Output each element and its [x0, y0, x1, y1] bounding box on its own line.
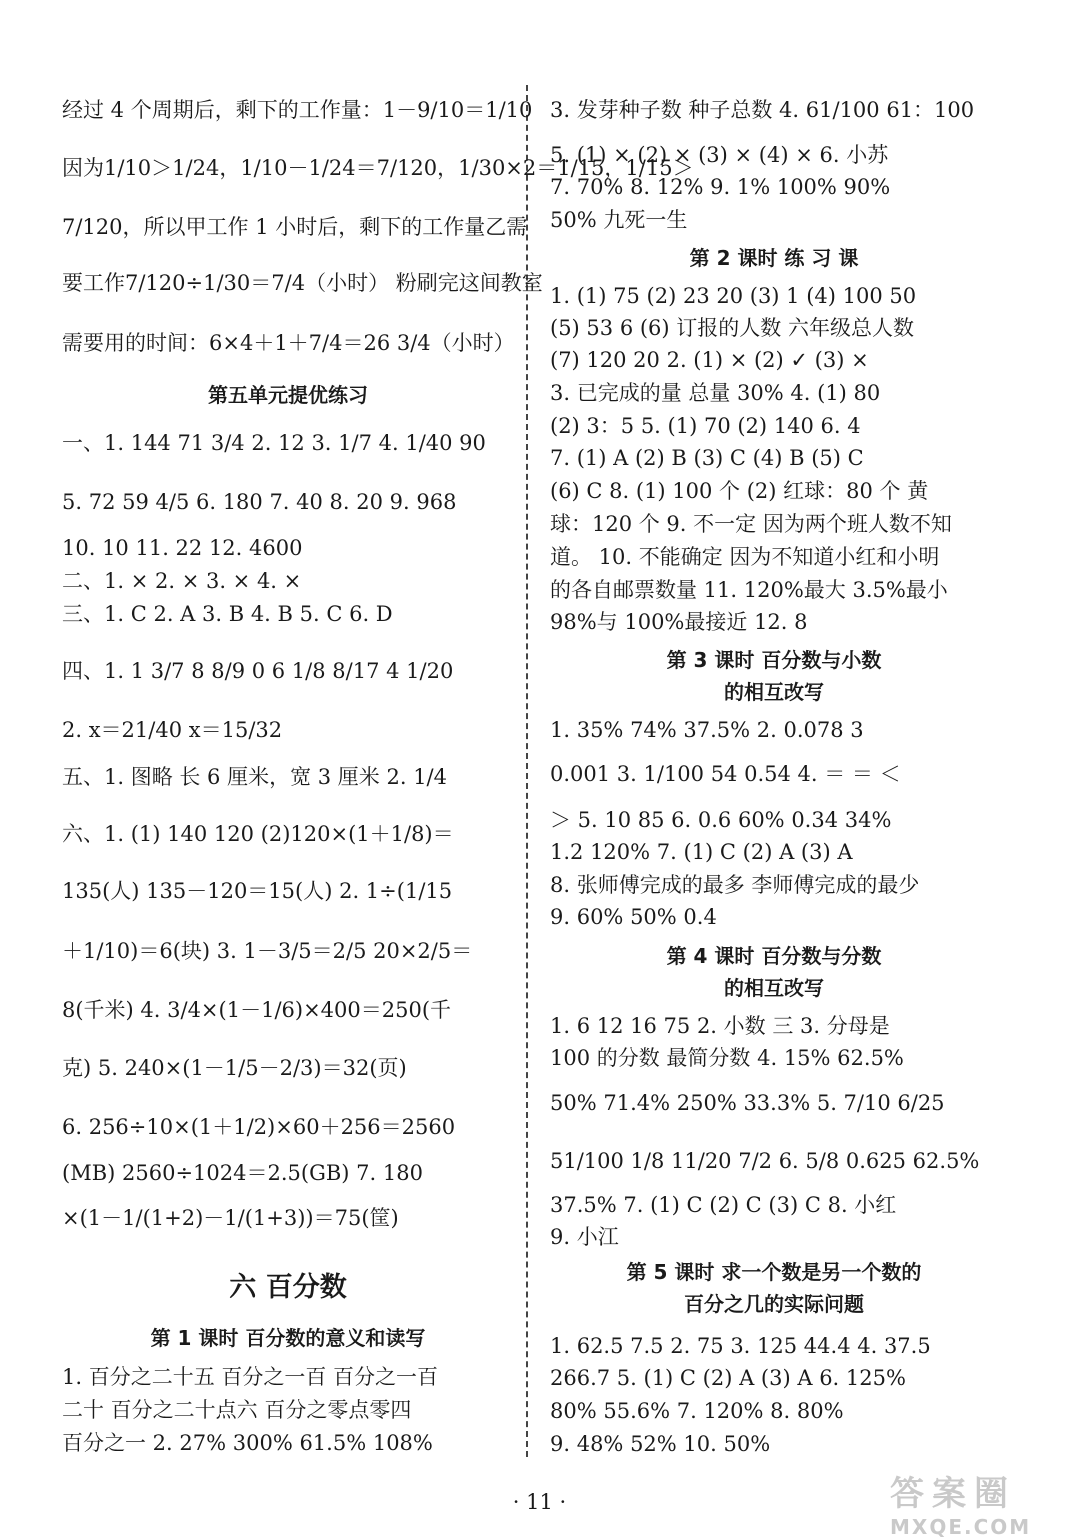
answer-line: 51/100 1/8 11/20 7/2 6. 5/8 0.625 62.5% — [550, 1149, 980, 1173]
text-line: 因为1/10＞1/24，1/10－1/24＝7/120，1/30×2＝1/15，1/15＞ — [62, 156, 694, 180]
answer-line: 1. 35% 74% 37.5% 2. 0.078 3 — [550, 718, 864, 742]
lesson-title: 第 3 课时 百分数与小数 — [666, 648, 882, 672]
answer-line: 100 的分数 最简分数 4. 15% 62.5% — [550, 1046, 904, 1070]
answer-line: 0.001 3. 1/100 54 0.54 4. ＝ ＝ ＜ — [550, 762, 901, 786]
answer-line: 98%与 100%最接近 12. 8 — [550, 610, 808, 634]
watermark-text: 答案圈 — [890, 1474, 1016, 1514]
answer-line: ＋1/10)＝6(块) 3. 1－3/5＝2/5 20×2/5＝ — [62, 939, 473, 963]
answer-line: 50% 71.4% 250% 33.3% 5. 7/10 6/25 — [550, 1091, 945, 1115]
unit-title: 六 百分数 — [229, 1272, 347, 1303]
text-line: 经过 4 个周期后，剩下的工作量：1－9/10＝1/10 — [62, 98, 533, 122]
watermark-url: MXQE.COM — [890, 1515, 1032, 1539]
page-number: · 11 · — [512, 1490, 567, 1514]
text-line: 要工作7/120÷1/30＝7/4（小时） 粉刷完这间教室 — [62, 271, 543, 295]
answer-line: 2. x＝21/40 x＝15/32 — [62, 718, 283, 742]
answer-line: ×(1－1/(1+2)－1/(1+3))＝75(筐) — [62, 1206, 399, 1230]
answer-line: (MB) 2560÷1024＝2.5(GB) 7. 180 — [62, 1161, 423, 1185]
answer-line: 克) 5. 240×(1－1/5－2/3)＝32(页) — [62, 1056, 407, 1080]
answer-line: 10. 10 11. 22 12. 4600 — [62, 536, 303, 560]
answer-line: 5. 72 59 4/5 6. 180 7. 40 8. 20 9. 968 — [62, 490, 457, 514]
answer-line: 7. (1) A (2) B (3) C (4) B (5) C — [550, 446, 864, 470]
text-line: 需要用的时间：6×4＋1＋7/4＝26 3/4（小时） — [62, 331, 515, 355]
answer-line: 8. 张师傅完成的最多 李师傅完成的最少 — [550, 873, 920, 897]
answer-line: 道。 10. 不能确定 因为不知道小红和小明 — [550, 545, 940, 569]
lesson-title: 第 2 课时 练 习 课 — [689, 246, 859, 270]
answer-line: (2) 3：5 5. (1) 70 (2) 140 6. 4 — [550, 414, 861, 438]
answer-line: 6. 256÷10×(1＋1/2)×60＋256＝2560 — [62, 1115, 456, 1139]
answer-line: (7) 120 20 2. (1) × (2) ✓ (3) × — [550, 348, 869, 372]
answer-line: (6) C 8. (1) 100 个 (2) 红球：80 个 黄 — [550, 479, 929, 503]
answer-line: 二十 百分之二十点六 百分之零点零四 — [62, 1398, 412, 1422]
lesson-title: 第 5 课时 求一个数是另一个数的 — [626, 1260, 922, 1284]
answer-line: 五、1. 图略 长 6 厘米，宽 3 厘米 2. 1/4 — [62, 765, 447, 789]
answer-line: 5. (1) × (2) × (3) × (4) × 6. 小苏 — [550, 143, 889, 167]
answer-line: 8(千米) 4. 3/4×(1－1/6)×400＝250(千 — [62, 998, 452, 1022]
answer-line: 3. 已完成的量 总量 30% 4. (1) 80 — [550, 381, 881, 405]
answer-line: 1. 62.5 7.5 2. 75 3. 125 44.4 4. 37.5 — [550, 1334, 931, 1358]
lesson-title: 第 1 课时 百分数的意义和读写 — [150, 1326, 426, 1350]
answer-line: 1. (1) 75 (2) 23 20 (3) 1 (4) 100 50 — [550, 284, 917, 308]
answer-line: 9. 小江 — [550, 1225, 619, 1249]
answer-line: 一、1. 144 71 3/4 2. 12 3. 1/7 4. 1/40 90 — [62, 431, 486, 455]
lesson-subtitle: 百分之几的实际问题 — [684, 1292, 864, 1316]
lesson-subtitle: 的相互改写 — [724, 976, 824, 1000]
answer-line: ＞ 5. 10 85 6. 0.6 60% 0.34 34% — [550, 808, 892, 832]
text-line: 7/120，所以甲工作 1 小时后，剩下的工作量乙需 — [62, 215, 528, 239]
answer-line: 135(人) 135－120＝15(人) 2. 1÷(1/15 — [62, 879, 453, 903]
section-title: 第五单元提优练习 — [208, 383, 368, 407]
answer-line: 266.7 5. (1) C (2) A (3) A 6. 125% — [550, 1366, 906, 1390]
answer-line: 1. 6 12 16 75 2. 小数 三 3. 分母是 — [550, 1014, 890, 1038]
answer-line: 1.2 120% 7. (1) C (2) A (3) A — [550, 840, 853, 864]
answer-line: 1. 百分之二十五 百分之一百 百分之一百 — [62, 1365, 439, 1389]
answer-line: 二、1. × 2. × 3. × 4. × — [62, 569, 302, 593]
lesson-subtitle: 的相互改写 — [724, 680, 824, 704]
answer-line: (5) 53 6 (6) 订报的人数 六年级总人数 — [550, 316, 914, 340]
answer-line: 球：120 个 9. 不一定 因为两个班人数不知 — [550, 512, 952, 536]
watermark-logo — [890, 1466, 1066, 1539]
answer-line: 六、1. (1) 140 120 (2)120×(1＋1/8)＝ — [62, 822, 454, 846]
lesson-title: 第 4 课时 百分数与分数 — [666, 944, 882, 968]
answer-line: 3. 发芽种子数 种子总数 4. 61/100 61：100 — [550, 98, 975, 122]
answer-line: 50% 九死一生 — [550, 208, 688, 232]
answer-line: 9. 60% 50% 0.4 — [550, 905, 717, 929]
answer-line: 三、1. C 2. A 3. B 4. B 5. C 6. D — [62, 602, 393, 626]
answer-line: 80% 55.6% 7. 120% 8. 80% — [550, 1399, 844, 1423]
answer-line: 的各自邮票数量 11. 120%最大 3.5%最小 — [550, 578, 948, 602]
answer-line: 四、1. 1 3/7 8 8/9 0 6 1/8 8/17 4 1/20 — [62, 659, 454, 683]
answer-line: 9. 48% 52% 10. 50% — [550, 1432, 771, 1456]
answer-line: 37.5% 7. (1) C (2) C (3) C 8. 小红 — [550, 1193, 897, 1217]
answer-line: 7. 70% 8. 12% 9. 1% 100% 90% — [550, 175, 891, 199]
answer-line: 百分之一 2. 27% 300% 61.5% 108% — [62, 1431, 433, 1455]
